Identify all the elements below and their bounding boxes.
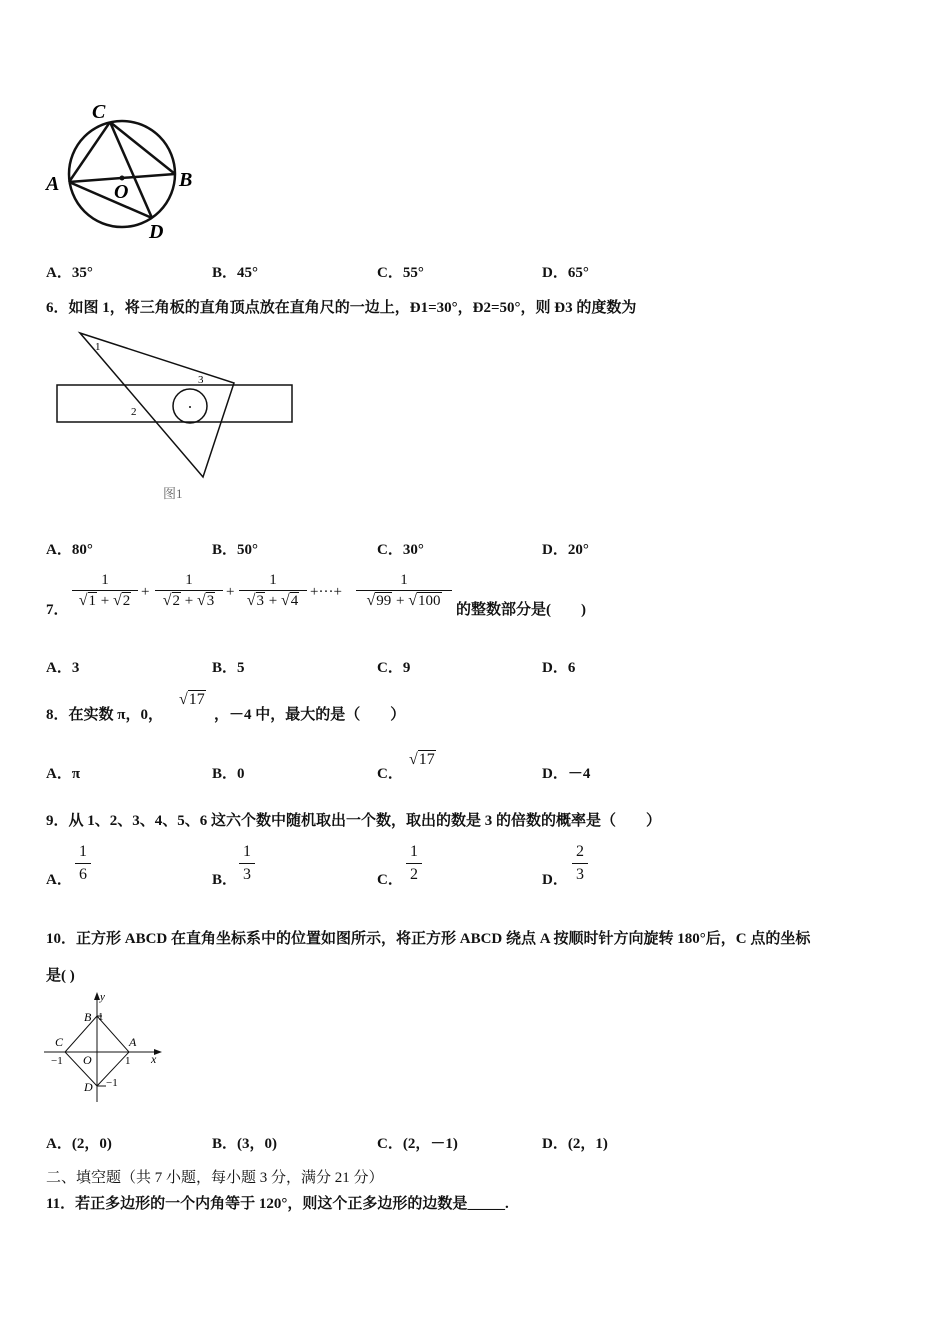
section-2-heading: 二、填空题（共 7 小题，每小题 3 分，满分 21 分） bbox=[46, 1170, 384, 1186]
q9-option-d-label: D． bbox=[542, 872, 568, 888]
ruler bbox=[57, 385, 292, 422]
q7-term-1: 1 √1 + √2 bbox=[72, 572, 138, 610]
q7-term-2: 1 √2 + √3 bbox=[155, 572, 223, 610]
angle-2-label: 2 bbox=[131, 406, 137, 418]
q8-option-c-sqrt: √17 bbox=[409, 751, 435, 768]
q7-term-2-rad-a: 2 bbox=[172, 593, 181, 609]
q6-option-d: D．20° bbox=[542, 542, 589, 558]
label-a: A bbox=[46, 173, 60, 195]
q10-option-d: D．(2，1) bbox=[542, 1136, 608, 1152]
q9-option-a-num: 1 bbox=[79, 843, 87, 860]
tick-label-x-pos: 1 bbox=[125, 1055, 131, 1067]
q7-plus-2: + bbox=[226, 584, 235, 600]
q11-end: . bbox=[504, 1196, 509, 1212]
center-dot bbox=[120, 176, 125, 181]
q7-option-b: B．5 bbox=[212, 660, 245, 676]
q6-option-c: C．30° bbox=[377, 542, 424, 558]
figure-caption: 图1 bbox=[163, 486, 183, 501]
q7-term-4-rad-b: 100 bbox=[418, 593, 441, 609]
q9-option-c-label: C． bbox=[377, 872, 403, 888]
q8-radicand: 17 bbox=[188, 691, 205, 708]
q7-option-d: D．6 bbox=[542, 660, 576, 676]
q7-option-c: C．9 bbox=[377, 660, 411, 676]
q7-term-1-rad-b: 2 bbox=[122, 593, 131, 609]
tick-label-x-neg: −1 bbox=[51, 1055, 63, 1067]
label-a: A bbox=[129, 1035, 137, 1049]
label-o: O bbox=[83, 1053, 92, 1067]
q5-option-c: C．55° bbox=[377, 265, 424, 281]
q7-term-4-num: 1 bbox=[400, 572, 408, 588]
q5-option-a: A．35° bbox=[46, 265, 93, 281]
q9-option-d-num: 2 bbox=[576, 843, 584, 860]
q10-text-line1: 10．正方形 ABCD 在直角坐标系中的位置如图所示，将正方形 ABCD 绕点 A 按顺时针方向旋转 180°后，C 点的坐标 bbox=[46, 931, 811, 947]
q7-term-3-num: 1 bbox=[269, 572, 277, 588]
q9-option-c-num: 1 bbox=[410, 843, 418, 860]
q5-option-d: D．65° bbox=[542, 265, 589, 281]
q8-suffix: ，－4 中，最大的是（ ） bbox=[214, 707, 406, 723]
q9-option-c-den: 2 bbox=[410, 866, 418, 883]
label-y: y bbox=[100, 991, 105, 1003]
angle-1-label: 1 bbox=[95, 341, 101, 353]
q7-option-a: A．3 bbox=[46, 660, 80, 676]
q7-term-1-num: 1 bbox=[101, 572, 109, 588]
label-b: B bbox=[84, 1010, 92, 1024]
q9-option-a-frac bbox=[75, 843, 91, 884]
q6-text: 6．如图 1，将三角板的直角顶点放在直角尺的一边上，Ð1=30°，Ð2=50°，则 Ð3 的度数为 bbox=[46, 300, 637, 316]
q5-option-b: B．45° bbox=[212, 265, 259, 281]
label-d: D bbox=[84, 1080, 93, 1094]
label-o: O bbox=[114, 181, 129, 203]
q10-option-b: B．(3，0) bbox=[212, 1136, 277, 1152]
q9-text: 9．从 1、2、3、4、5、6 这六个数中随机取出一个数，取出的数是 3 的倍数的概率是（ ） bbox=[46, 813, 662, 829]
q10-text-line2: 是( ) bbox=[46, 968, 75, 984]
q10-coordinate-figure bbox=[40, 988, 170, 1106]
tick-label-y-neg: −1 bbox=[106, 1077, 118, 1089]
q11-text: 11．若正多边形的一个内角等于 120°，则这个正多边形的边数是 bbox=[46, 1196, 468, 1212]
triangle-board bbox=[80, 333, 234, 477]
q10-option-a: A．(2，0) bbox=[46, 1136, 112, 1152]
ruler-circle-center bbox=[189, 406, 191, 408]
q9-option-c-frac bbox=[406, 843, 422, 884]
q9-option-b-den: 3 bbox=[243, 866, 251, 883]
q7-plus-1: + bbox=[141, 584, 150, 600]
q8-sqrt17: √17 bbox=[179, 691, 205, 708]
q8-prefix: 8．在实数 π，0， bbox=[46, 707, 163, 723]
label-c: C bbox=[55, 1035, 64, 1049]
q7-term-1-rad-a: 1 bbox=[88, 593, 97, 609]
q10-option-c: C．(2，－1) bbox=[377, 1136, 458, 1152]
label-x: x bbox=[151, 1052, 157, 1066]
label-d: D bbox=[149, 221, 164, 243]
q9-option-b-label: B． bbox=[212, 872, 238, 888]
q9-option-d-den: 3 bbox=[576, 866, 584, 883]
q9-option-a-den: 6 bbox=[79, 866, 87, 883]
q6-option-a: A．80° bbox=[46, 542, 93, 558]
q8-option-b: B．0 bbox=[212, 766, 245, 782]
label-c: C bbox=[92, 101, 106, 123]
q7-number: 7． bbox=[46, 602, 69, 618]
q9-option-b-frac bbox=[239, 843, 255, 884]
q9-option-b-num: 1 bbox=[243, 843, 251, 860]
q11-question bbox=[46, 1192, 509, 1213]
q7-tail: 的整数部分是( ) bbox=[456, 602, 586, 618]
q7-ellipsis: +···+ bbox=[310, 584, 342, 600]
q7-term-2-num: 1 bbox=[185, 572, 193, 588]
q7-term-3-rad-b: 4 bbox=[290, 593, 299, 609]
angle-3-label: 3 bbox=[198, 374, 204, 386]
q8-option-d: D．－4 bbox=[542, 766, 591, 782]
q11-blank[interactable]: _____ bbox=[467, 1196, 505, 1212]
chord-cb bbox=[110, 122, 175, 174]
q8-option-c-label: C． bbox=[377, 766, 403, 782]
q7-term-4: 1 √99 + √100 bbox=[356, 572, 452, 610]
q8-option-a: A．π bbox=[46, 766, 81, 782]
q5-circle-figure bbox=[40, 98, 210, 243]
q6-option-b: B．50° bbox=[212, 542, 259, 558]
tick-label-y-pos: 1 bbox=[98, 1011, 104, 1023]
q7-term-2-rad-b: 3 bbox=[206, 593, 215, 609]
q7-term-3: 1 √3 + √4 bbox=[239, 572, 307, 610]
q9-option-d-frac bbox=[572, 843, 588, 884]
q7-term-3-rad-a: 3 bbox=[256, 593, 265, 609]
q8-option-c-radicand: 17 bbox=[418, 751, 435, 768]
label-b: B bbox=[179, 169, 193, 191]
q9-option-a-label: A． bbox=[46, 872, 72, 888]
q7-term-4-rad-a: 99 bbox=[376, 593, 392, 609]
q6-figure bbox=[50, 325, 310, 510]
